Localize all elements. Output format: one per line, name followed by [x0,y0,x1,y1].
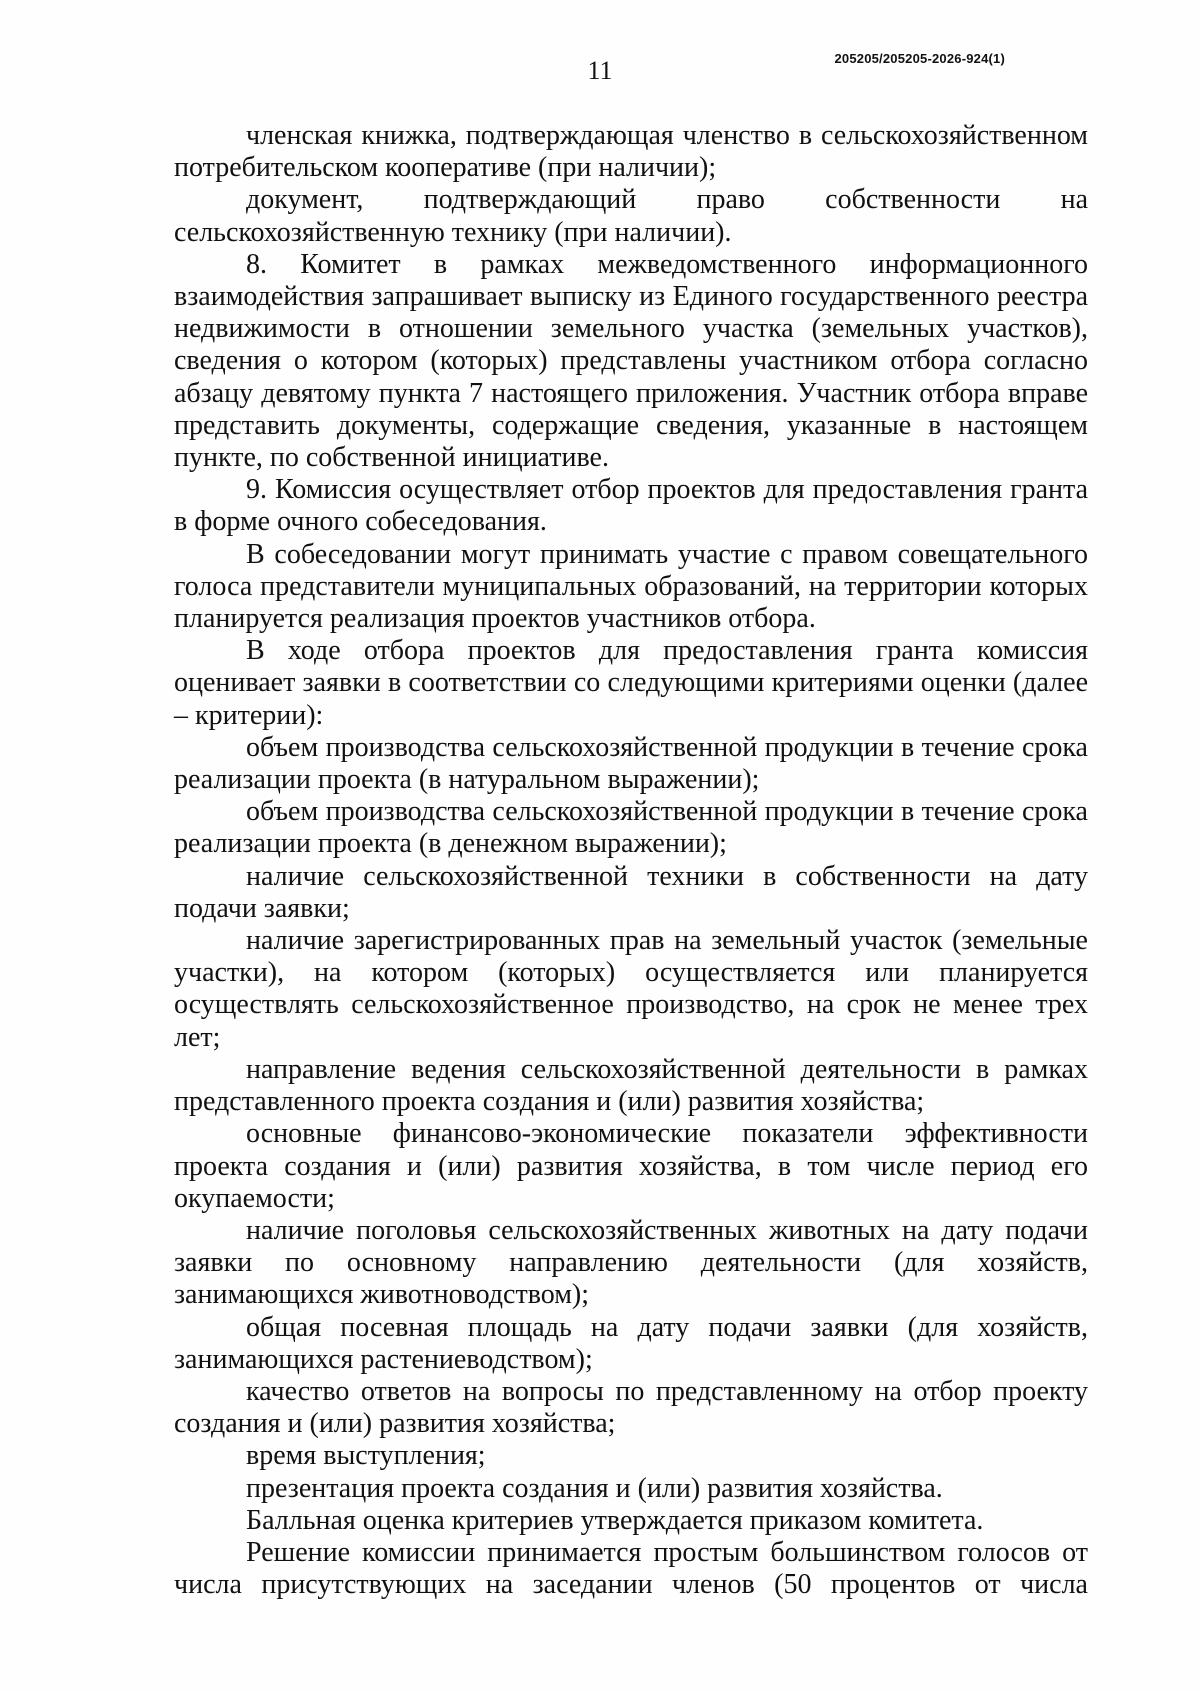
criterion-item: направление ведения сельскохозяйственной деятельности в рамках представленного проекта создания и (или) развития хозяйства; [174,1053,1088,1118]
criterion-item: объем производства сельскохозяйственной продукции в течение срока реализации проекта (в денежном выражении); [174,796,1088,860]
criterion-item: наличие сельскохозяйственной техники в собственности на дату подачи заявки; [174,860,1088,924]
document-code: 205205/205205-2026-924(1) [834,51,1005,66]
paragraph: членская книжка, подтверждающая членство в сельскохозяйственном потребительском кооперативе (при наличии); [174,120,1088,184]
paragraph: В ходе отбора проектов для предоставления гранта комиссия оценивает заявки в соответствии со следующими критериями оценки (далее – критерии): [174,635,1088,731]
paragraph-item-9: 9. Комиссия осуществляет отбор проектов для предоставления гранта в форме очного собеседования. [174,474,1088,538]
criterion-item: наличие зарегистрированных прав на земельный участок (земельные участки), на котором (которых) осуществляется или планируется осуществлять сельскохозяйственное производство, на срок не менее трех лет; [174,925,1088,1053]
document-body [174,120,1088,1601]
page-number: 11 [587,56,613,85]
criterion-item: основные финансово-экономические показатели эффективности проекта создания и (или) развития хозяйства, в том числе период его окупаемости; [174,1118,1088,1214]
paragraph-item-8: 8. Комитет в рамках межведомственного информационного взаимодействия запрашивает выписку из Единого государственного реестра недвижимости в отношении земельного участка (земельных участков), сведения о котором (которых) представлены участником отбора согласно абзацу девятому пункта 7 настоящего приложения. Участник отбора вправе представить документы, содержащие сведения, указанные в настоящем пункте, по собственной инициативе. [174,248,1088,474]
criterion-item: качество ответов на вопросы по представленному на отбор проекту создания и (или) развития хозяйства; [174,1375,1088,1440]
paragraph: Решение комиссии принимается простым большинством голосов от числа присутствующих на заседании членов (50 процентов от числа [174,1536,1088,1601]
criterion-item: объем производства сельскохозяйственной продукции в течение срока реализации проекта (в натуральном выражении); [174,731,1088,796]
paragraph: В собеседовании могут принимать участие с правом совещательного голоса представители муниципальных образований, на территории которых планируется реализация проектов участников отбора. [174,538,1088,635]
paragraph: Балльная оценка критериев утверждается приказом комитета. [246,1504,984,1536]
criterion-item: общая посевная площадь на дату подачи заявки (для хозяйств, занимающихся растениеводством); [174,1311,1088,1375]
criterion-item: наличие поголовья сельскохозяйственных животных на дату подачи заявки по основному направлению деятельности (для хозяйств, занимающихся животноводством); [174,1214,1088,1311]
criterion-item: презентация проекта создания и (или) развития хозяйства. [246,1472,943,1504]
paragraph: документ, подтверждающий право собственности на сельскохозяйственную технику (при наличии). [174,184,1088,248]
criterion-item: время выступления; [246,1440,486,1472]
